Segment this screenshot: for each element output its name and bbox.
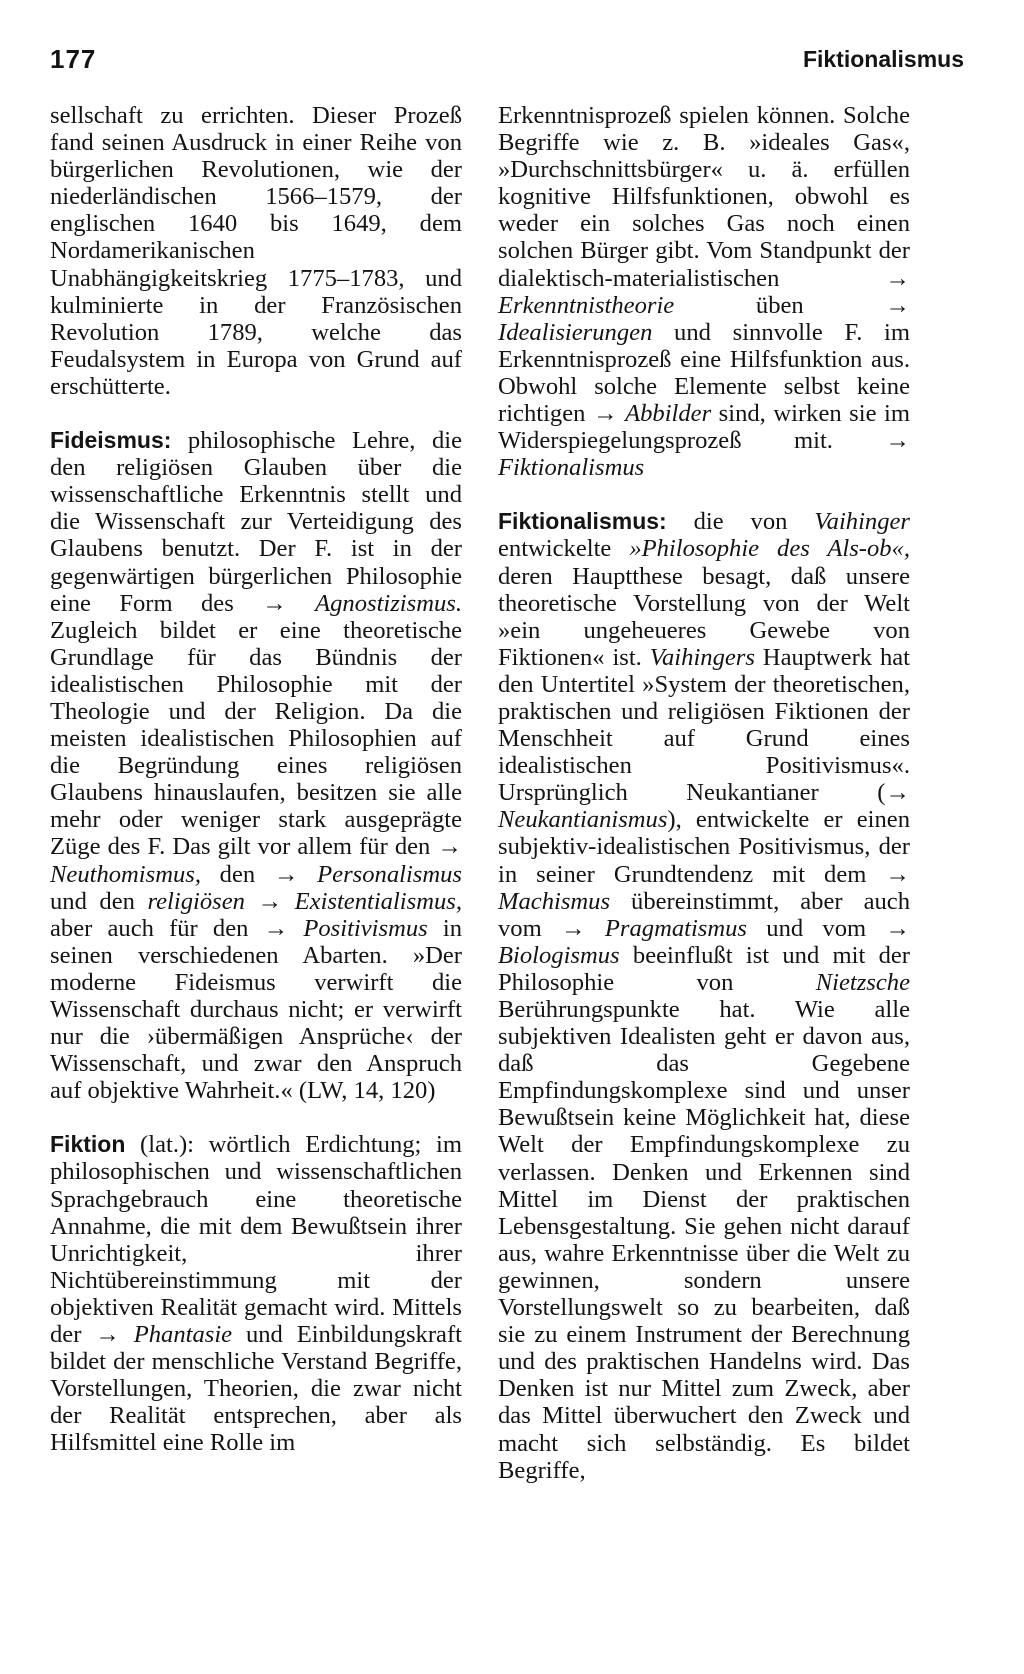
cross-reference: Positivismus <box>303 914 428 942</box>
person-name: Vaihinger <box>814 508 910 536</box>
entry-fiktion: Fiktion (lat.): wörtlich Erdichtung; im philosophischen und wissenschaftlichen Sprachgebrauch eine theoretische Annahme, die mit dem Bewußtsein ihrer Unrichtigkeit, ihrer Nichtübereinstimmung mit der objektiven Realität gemacht wird. Mittels der → Phantasie und Einbildungskraft bildet der menschliche Verstand Begriffe, Vorstellungen, Theorien, die zwar nicht der Realität entsprechen, aber als Hilfsmittel eine Rolle im <box>50 1131 462 1457</box>
page-header <box>50 44 964 84</box>
arrow-icon: → <box>95 1321 120 1349</box>
arrow-icon: → <box>257 887 283 915</box>
arrow-icon: → <box>561 914 586 942</box>
cross-reference: Neukantianismus <box>498 806 668 834</box>
entry-term: Fiktionalismus: <box>498 508 667 535</box>
arrow-icon: → <box>885 860 910 888</box>
right-column <box>498 102 910 1484</box>
cross-reference: Existentialismus, <box>294 887 462 915</box>
entry-fiktionalismus: Fiktionalismus: die von Vaihinger entwickelte »Philosophie des Als-ob«, deren Hauptthese besagt, daß unsere theoretische Vorstellung von der Welt »ein ungeheueres Gewebe von Fiktionen« ist. Vaihingers Hauptwerk hat den Untertitel »System der theoretischen, praktischen und religiösen Fiktionen der Menschheit auf Grund eines idealistischen Positivismus«. Ursprünglich Neukantianer (→ Neukantianismus), entwickelte er einen subjektiv-idealistischen Positivismus, der in seiner Grundtendenz mit dem → Machismus übereinstimmt, aber auch vom → Pragmatismus und vom → Biologismus beeinflußt ist und mit der Philosophie von Nietzsche Berührungspunkte hat. Wie alle subjektiven Idealisten geht er davon aus, daß das Gegebene Empfindungskomplexe sind und unser Bewußtsein keine Möglichkeit hat, diese Welt der Empfindungskomplexe zu verlassen. Denken und Erkennen sind Mittel im Dienst der praktischen Lebensgestaltung. Sie gehen nicht darauf aus, wahre Erkenntnisse über die Welt zu gewinnen, sondern unsere Vorstellungswelt so zu bearbeiten, daß sie zu einem Instrument der Berechnung und des praktischen Handelns wird. Das Denken ist nur Mittel zum Zweck, aber das Mittel überwuchert den Zweck und macht sich selbständig. Es bildet Begriffe, <box>498 508 911 1484</box>
arrow-icon: → <box>273 860 299 888</box>
arrow-icon: → <box>885 779 910 807</box>
person-name: Vaihingers <box>649 643 755 671</box>
left-column <box>50 102 462 1457</box>
cross-reference: religiösen <box>147 887 245 915</box>
arrow-icon: → <box>263 914 289 942</box>
arrow-icon: → <box>437 833 462 861</box>
cross-reference: Agnostizismus. <box>315 589 462 617</box>
arrow-icon: → <box>592 400 618 428</box>
continued-paragraph: sellschaft zu errichten. Dieser Prozeß fand seinen Ausdruck in einer Reihe von bürgerlichen Revolutionen, wie der niederländischen 1566–1579, der englischen 1640 bis 1649, dem Nordamerikanischen Unabhängigkeitskrieg 1775–1783, und kulminierte in der Französischen Revolution 1789, welche das Feudalsystem in Europa von Grund auf erschütterte. <box>50 102 462 400</box>
cross-reference: Machismus <box>498 887 611 915</box>
running-head: Fiktionalismus <box>802 46 964 72</box>
entry-term: Fiktion <box>50 1131 126 1158</box>
entry-term: Fideismus: <box>50 427 172 454</box>
person-name: Nietzsche <box>815 968 910 996</box>
cross-reference: Abbilder <box>625 400 712 428</box>
cross-reference: Biologismus <box>498 941 620 969</box>
cross-reference: Personalismus <box>317 860 462 888</box>
cross-reference: Neuthomismus, <box>50 860 201 888</box>
work-title: »Philosophie des Als-ob«, <box>629 535 910 563</box>
entry-fideismus: Fideismus: philosophische Lehre, die den religiösen Glauben über die wissenschaftliche Erkenntnis stellt und die Wissenschaft zur Verteidigung des Glaubens benutzt. Der F. ist in der gegenwärtigen bürgerlichen Philosophie eine Form des → Agnostizismus. Zugleich bildet er eine theoretische Grundlage für das Bündnis der idealistischen Philosophie mit der Theologie und der Religion. Da die meisten idealistischen Philosophien auf die Begründung eines religiösen Glaubens hinauslaufen, besitzen sie alle mehr oder weniger stark ausgeprägte Züge des F. Das gilt vor allem für den → Neuthomismus, den → Personalismus und den religiösen → Existentialismus, aber auch für den → Positivismus in seinen verschiedenen Abarten. »Der moderne Fideismus verwirft die Wissenschaft durchaus nicht; er verwirft nur die ›übermäßigen Ansprüche‹ der Wissenschaft, und zwar den Anspruch auf objektive Wahrheit.« (LW, 14, 120) <box>50 427 462 1105</box>
cross-reference: Phantasie <box>133 1321 233 1349</box>
continued-paragraph: Erkenntnisprozeß spielen können. Solche Begriffe wie z. B. »ideales Gas«, »Durchschnittsbürger« u. ä. erfüllen kognitive Hilfsfunktionen, obwohl es weder ein solches Gas noch einen solchen Bürger gibt. Vom Standpunkt der dialektisch-materialistischen → Erkenntnistheorie üben → Idealisierungen und sinnvolle F. im Erkenntnisprozeß eine Hilfsfunktion aus. Obwohl solche Elemente selbst keine richtigen → Abbilder sind, wirken sie im Widerspiegelungsprozeß mit. → Fiktionalismus <box>498 102 910 482</box>
page-number: 177 <box>50 44 97 74</box>
arrow-icon: → <box>885 264 910 292</box>
cross-reference: Idealisierungen <box>498 318 653 346</box>
arrow-icon: → <box>885 914 911 942</box>
cross-reference: Erkenntnistheorie <box>498 291 675 319</box>
arrow-icon: → <box>262 589 287 617</box>
cross-reference: Pragmatismus <box>604 914 747 942</box>
arrow-icon: → <box>885 427 910 455</box>
cross-reference: Fiktionalismus <box>498 454 645 482</box>
arrow-icon: → <box>885 291 910 319</box>
